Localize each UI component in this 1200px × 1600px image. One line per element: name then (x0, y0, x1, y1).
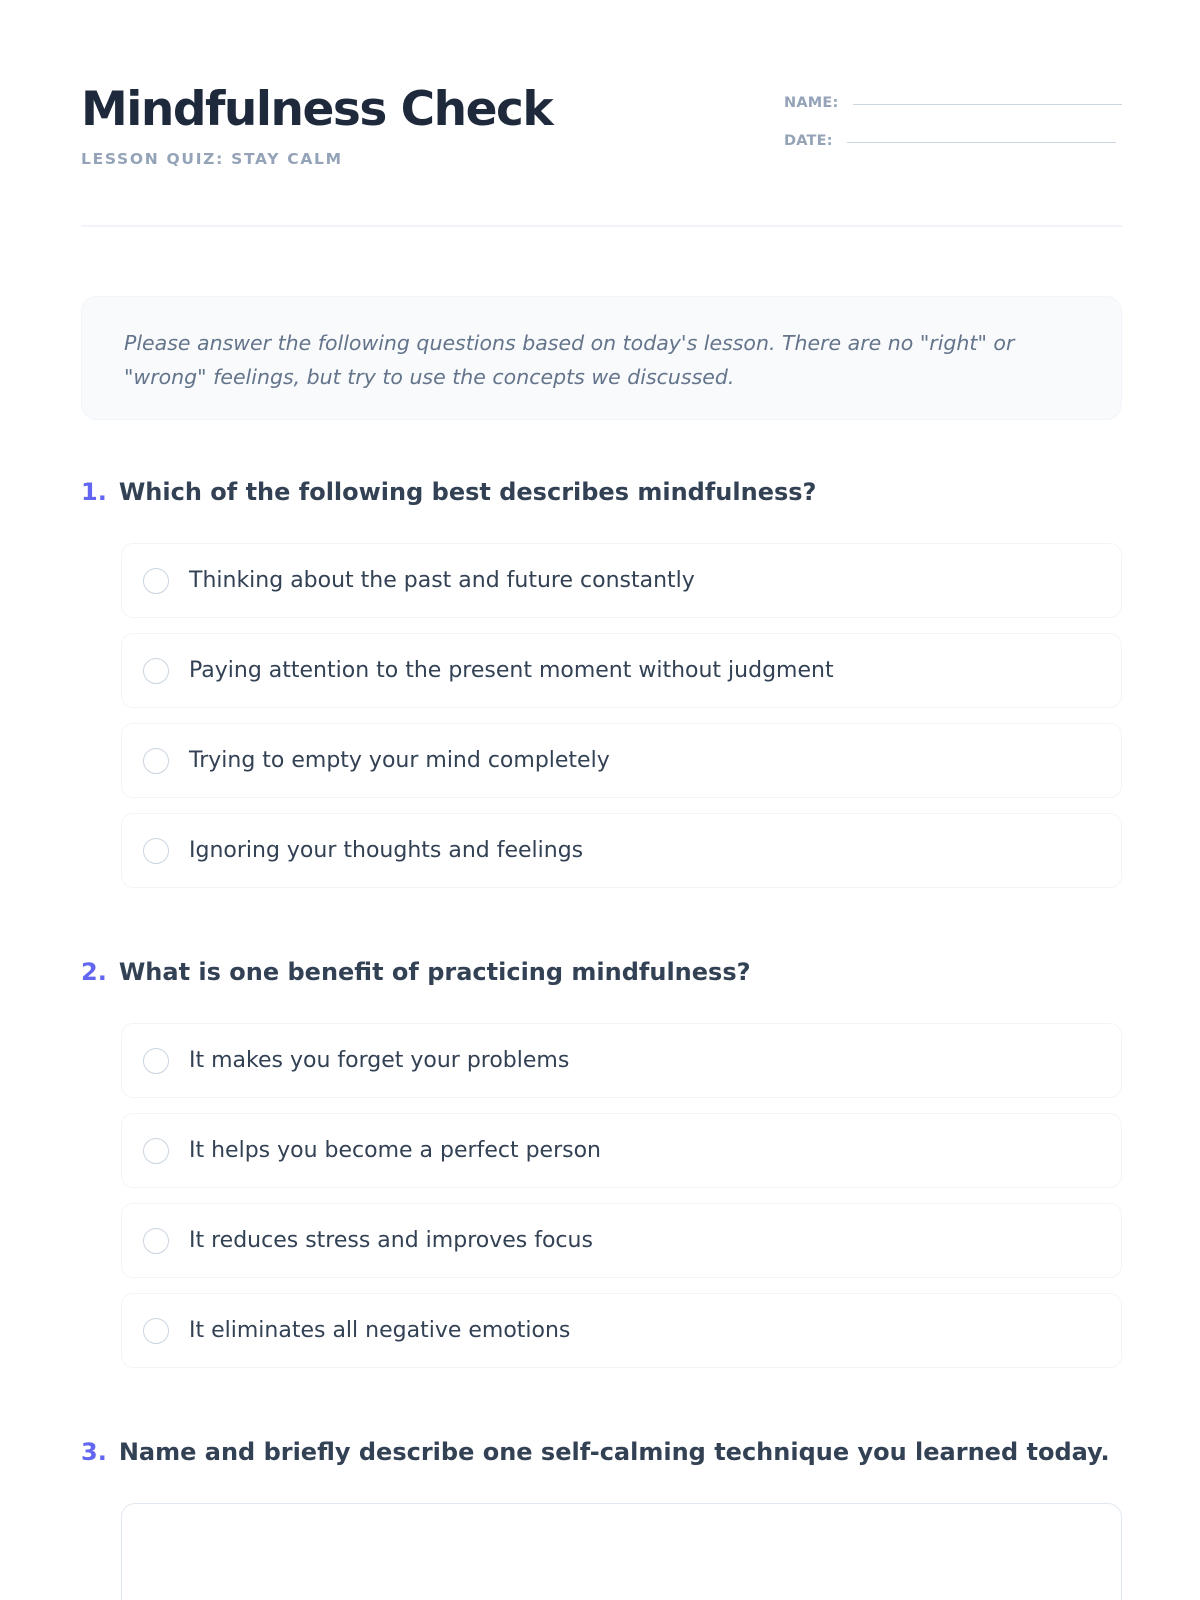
name-input-line[interactable] (853, 104, 1123, 105)
name-field-row (784, 84, 1122, 122)
option-1a[interactable] (121, 543, 1122, 618)
question-text: Which of the following best describes mindfulness? (118, 478, 817, 506)
option-label: It eliminates all negative emotions (189, 1318, 571, 1343)
header-divider (81, 225, 1122, 227)
option-label: Ignoring your thoughts and feelings (189, 838, 584, 863)
option-2a[interactable] (121, 1023, 1122, 1098)
radio-button[interactable] (143, 1138, 169, 1164)
option-2b[interactable] (121, 1113, 1122, 1188)
page-title: Mindfulness Check (81, 82, 553, 137)
radio-button[interactable] (143, 748, 169, 774)
question-2 (81, 958, 1122, 1383)
option-1d[interactable] (121, 813, 1122, 888)
instructions-box (81, 296, 1122, 420)
radio-button[interactable] (143, 1318, 169, 1344)
radio-button[interactable] (143, 658, 169, 684)
question-text: Name and briefly describe one self-calming technique you learned today. (118, 1438, 1110, 1466)
question-number: 2. (81, 958, 107, 986)
option-label: It reduces stress and improves focus (189, 1228, 593, 1253)
answer-textarea[interactable] (121, 1503, 1122, 1600)
question-2-heading (81, 958, 1122, 994)
question-1 (81, 478, 1122, 903)
question-1-options (121, 543, 1122, 888)
option-1c[interactable] (121, 723, 1122, 798)
question-number: 3. (81, 1438, 107, 1466)
question-1-heading (81, 478, 1122, 514)
question-3 (81, 1438, 1122, 1600)
question-text: What is one benefit of practicing mindfulness? (118, 958, 751, 986)
radio-button[interactable] (143, 1048, 169, 1074)
option-label: Trying to empty your mind completely (189, 748, 610, 773)
instructions-text: Please answer the following questions based on today's lesson. There are no "right" or "wrong" feelings, but try to use the concepts we discussed. (124, 331, 1015, 389)
option-2c[interactable] (121, 1203, 1122, 1278)
radio-button[interactable] (143, 568, 169, 594)
option-2d[interactable] (121, 1293, 1122, 1368)
date-label: DATE: (784, 133, 833, 149)
question-number: 1. (81, 478, 107, 506)
radio-button[interactable] (143, 838, 169, 864)
option-label: Thinking about the past and future constantly (189, 568, 695, 593)
option-1b[interactable] (121, 633, 1122, 708)
student-info (784, 84, 1122, 160)
option-label: It helps you become a perfect person (189, 1138, 601, 1163)
radio-button[interactable] (143, 1228, 169, 1254)
question-2-options (121, 1023, 1122, 1368)
date-field-row (784, 122, 1122, 160)
option-label: Paying attention to the present moment without judgment (189, 658, 834, 683)
option-label: It makes you forget your problems (189, 1048, 570, 1073)
name-label: NAME: (784, 95, 839, 111)
page-header (81, 78, 1122, 228)
page-subtitle: LESSON QUIZ: STAY CALM (81, 150, 343, 168)
date-input-line[interactable] (847, 142, 1116, 143)
question-3-heading (81, 1438, 1122, 1474)
